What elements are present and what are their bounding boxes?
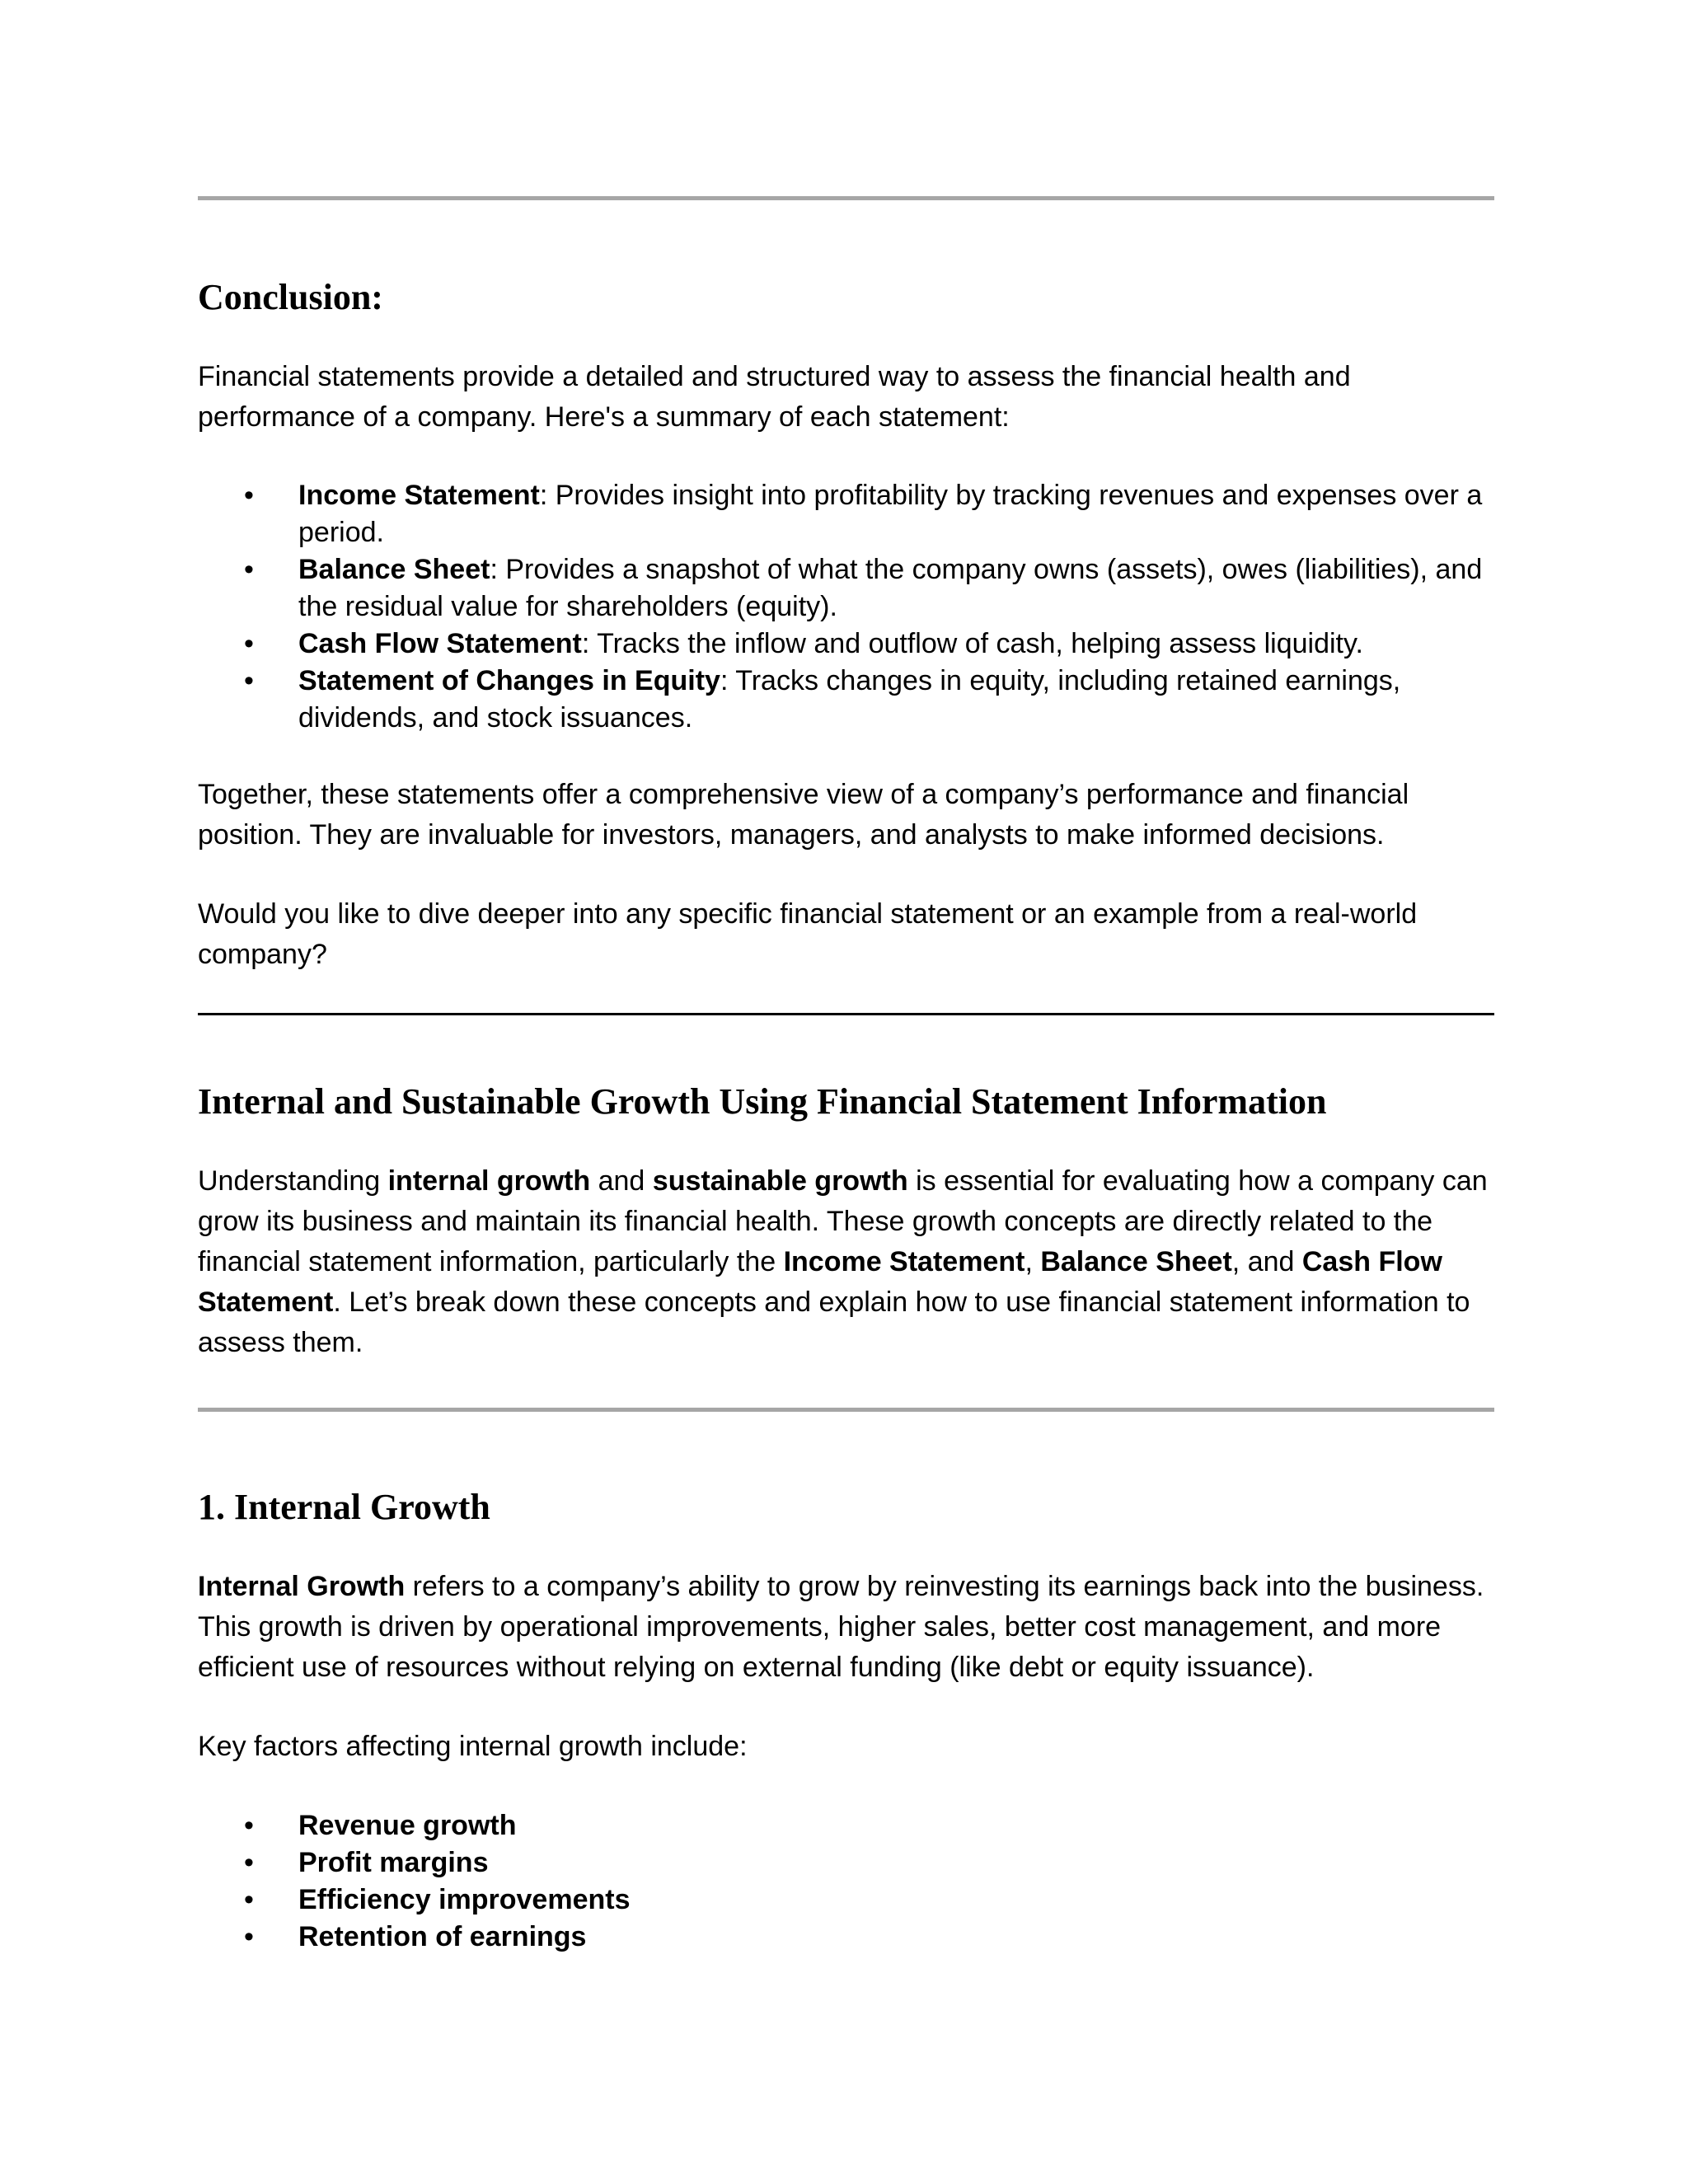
bullet-icon: • [244,554,254,585]
bold-term: Cash Flow Statement [198,1246,1442,1318]
list-item [198,1807,1494,1844]
conclusion-question: Would you like to dive deeper into any specific financial statement or an example from a real-world company? [198,898,1418,970]
text-run: refers to a company’s ability to grow by reinvesting its earnings back into the business. This growth is driven by operational improvements, higher sales, better cost management, and more efficient use of resources without relying on external funding (like debt or equity issuance). [198,1571,1484,1683]
growth-section-heading: Internal and Sustainable Growth Using Financial Statement Information [198,1081,1327,1122]
bold-term: Internal Growth [198,1571,406,1602]
conclusion-heading: Conclusion: [198,277,383,317]
bullet-icon: • [244,1921,254,1952]
list-item [198,1844,1494,1882]
conclusion-together: Together, these statements offer a comprehensive view of a company’s performance and financial position. They are invaluable for investors, managers, and analysts to make informed decisions. [198,779,1409,851]
internal-growth-factor-list [198,1807,1494,1956]
growth-section-paragraph [198,1161,1494,1363]
text-run: , and [1231,1246,1302,1277]
text-run: is essential for evaluating how a company can grow its business and maintain its financial health. These growth concepts are directly related to the financial statement information, particularly the [198,1165,1488,1277]
horizontal-rule [198,1408,1494,1412]
internal-growth-factors-intro: Key factors affecting internal growth include: [198,1731,748,1762]
bullet-term: Cash Flow Statement [298,628,582,659]
list-item [198,477,1494,551]
horizontal-rule [198,1013,1494,1015]
bullet-icon: • [244,665,254,696]
internal-growth-heading: 1. Internal Growth [198,1487,490,1527]
bullet-icon: • [244,1810,254,1841]
bullet-icon: • [244,1847,254,1878]
factor-label: Retention of earnings [298,1921,587,1952]
horizontal-rule [198,196,1494,200]
bullet-text: : Tracks the inflow and outflow of cash, helping assess liquidity. [581,628,1363,659]
list-item [198,626,1494,663]
bullet-icon: • [244,628,254,659]
conclusion-intro: Financial statements provide a detailed and structured way to assess the financial health and performance of a company. Here's a summary of each statement: [198,361,1351,433]
bullet-icon: • [244,1884,254,1915]
bold-term: Balance Sheet [1040,1246,1232,1277]
text-run: , [1025,1246,1041,1277]
factor-label: Revenue growth [298,1810,517,1841]
factor-label: Profit margins [298,1847,489,1878]
bullet-term: Statement of Changes in Equity [298,665,720,696]
bullet-text: : Provides insight into profitability by tracking revenues and expenses over a period. [298,480,1483,548]
internal-growth-definition [198,1567,1494,1688]
conclusion-bullet-list [198,477,1494,737]
bullet-term: Income Statement [298,480,540,511]
factor-label: Efficiency improvements [298,1884,631,1915]
text-run: . Let’s break down these concepts and explain how to use financial statement information to assess them. [198,1286,1470,1358]
list-item [198,551,1494,626]
bold-term: sustainable growth [652,1165,908,1197]
bullet-term: Balance Sheet [298,554,490,585]
text-run: Understanding [198,1165,388,1197]
bullet-icon: • [244,480,254,511]
bullet-text: : Tracks changes in equity, including retained earnings, dividends, and stock issuances. [298,665,1401,733]
list-item [198,1882,1494,1919]
list-item [198,1919,1494,1956]
bullet-text: : Provides a snapshot of what the company owns (assets), owes (liabilities), and the residual value for shareholders (equity). [298,554,1483,622]
bold-term: Income Statement [783,1246,1025,1277]
list-item [198,663,1494,737]
bold-term: internal growth [387,1165,591,1197]
text-run: and [590,1165,653,1197]
